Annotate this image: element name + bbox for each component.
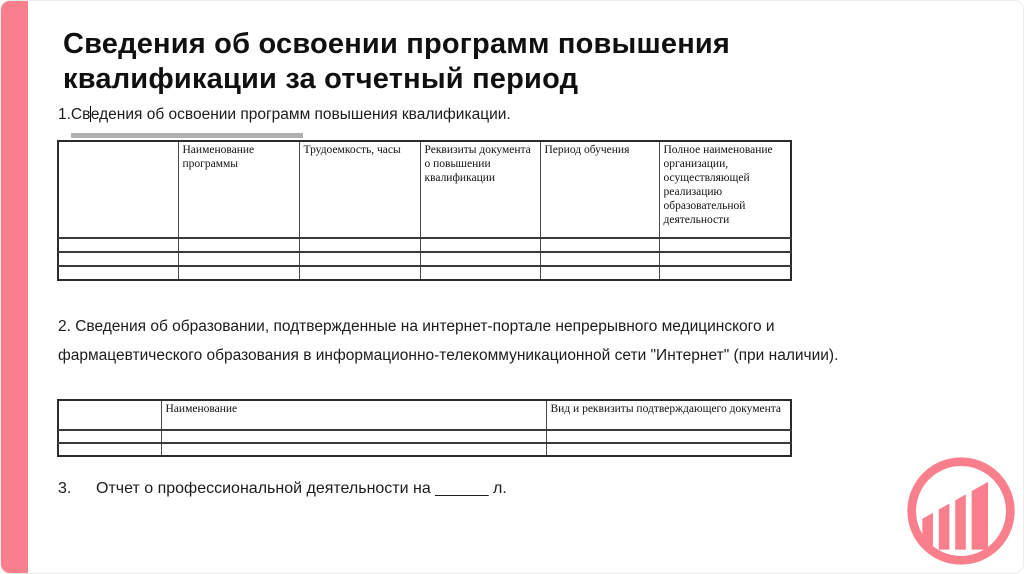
table-cell[interactable] (659, 266, 791, 280)
table-cell[interactable] (58, 266, 178, 280)
growth-chart-logo (903, 453, 1019, 569)
item3-label: Отчет о профессиональной деятельности на ______ л. (96, 480, 507, 497)
table1-header-training-period[interactable]: Период обучения (540, 141, 659, 238)
table-cell[interactable] (299, 238, 420, 252)
table-cell[interactable] (178, 266, 299, 280)
table-cell[interactable] (161, 430, 546, 443)
table-cell[interactable] (546, 430, 791, 443)
table-cell[interactable] (659, 252, 791, 266)
table-cell[interactable] (420, 252, 540, 266)
table-cell[interactable] (58, 430, 161, 443)
table2-header-document-type[interactable]: Вид и реквизиты подтверждающего документа (546, 400, 791, 430)
left-accent-bar (1, 1, 28, 574)
table2-header-name[interactable]: Наименование (161, 400, 546, 430)
table-cell[interactable] (659, 238, 791, 252)
table-cell[interactable] (299, 266, 420, 280)
table1-header-row (58, 141, 791, 238)
table-cell[interactable] (540, 238, 659, 252)
table1-header-hours[interactable]: Трудоемкость, часы (299, 141, 420, 238)
table-cell[interactable] (540, 252, 659, 266)
table-cell[interactable] (58, 443, 161, 456)
table2-header-empty[interactable] (58, 400, 161, 430)
table1-header-document-details[interactable]: Реквизиты документа о повышении квалификации (420, 141, 540, 238)
table1-empty-row (58, 252, 791, 266)
table-cell[interactable] (58, 252, 178, 266)
table-cell[interactable] (178, 252, 299, 266)
table1-empty-row (58, 238, 791, 252)
item3-number: 3. (58, 480, 72, 497)
table1-empty-row (58, 266, 791, 280)
item2-text[interactable]: 2. Сведения об образовании, подтвержденные на интернет-портале непрерывного медицинского и фармацевтического образования в информационно-телекоммуникационной сети "Интернет" (при наличии). (58, 318, 839, 364)
table2-header-row (58, 400, 791, 430)
growth-bar-chart-icon (903, 453, 1019, 569)
gray-selection-bar (71, 133, 303, 138)
item1-before-cursor: 1.Св (58, 106, 91, 123)
table-cell[interactable] (299, 252, 420, 266)
table-cell[interactable] (178, 238, 299, 252)
slide-title[interactable]: Сведения об освоении программ повышения квалификации за отчетный период (63, 28, 731, 95)
table-cell[interactable] (420, 266, 540, 280)
education-confirmation-table[interactable] (57, 399, 792, 457)
table1-header-empty[interactable] (58, 141, 178, 238)
table1-header-program-name[interactable]: Наименование программы (178, 141, 299, 238)
table2-empty-row (58, 443, 791, 456)
qualification-programs-table[interactable] (57, 140, 792, 281)
table-cell[interactable] (420, 238, 540, 252)
table-cell[interactable] (546, 443, 791, 456)
item3-text[interactable] (58, 480, 758, 498)
table2-empty-row (58, 430, 791, 443)
item1-text[interactable] (58, 106, 818, 124)
table1-header-organization[interactable]: Полное наименование организации, осуществляющей реализацию образовательной деятельности (659, 141, 791, 238)
item1-after-cursor: едения об освоении программ повышения квалификации. (90, 106, 511, 123)
table-cell[interactable] (58, 238, 178, 252)
table-cell[interactable] (161, 443, 546, 456)
table-cell[interactable] (540, 266, 659, 280)
